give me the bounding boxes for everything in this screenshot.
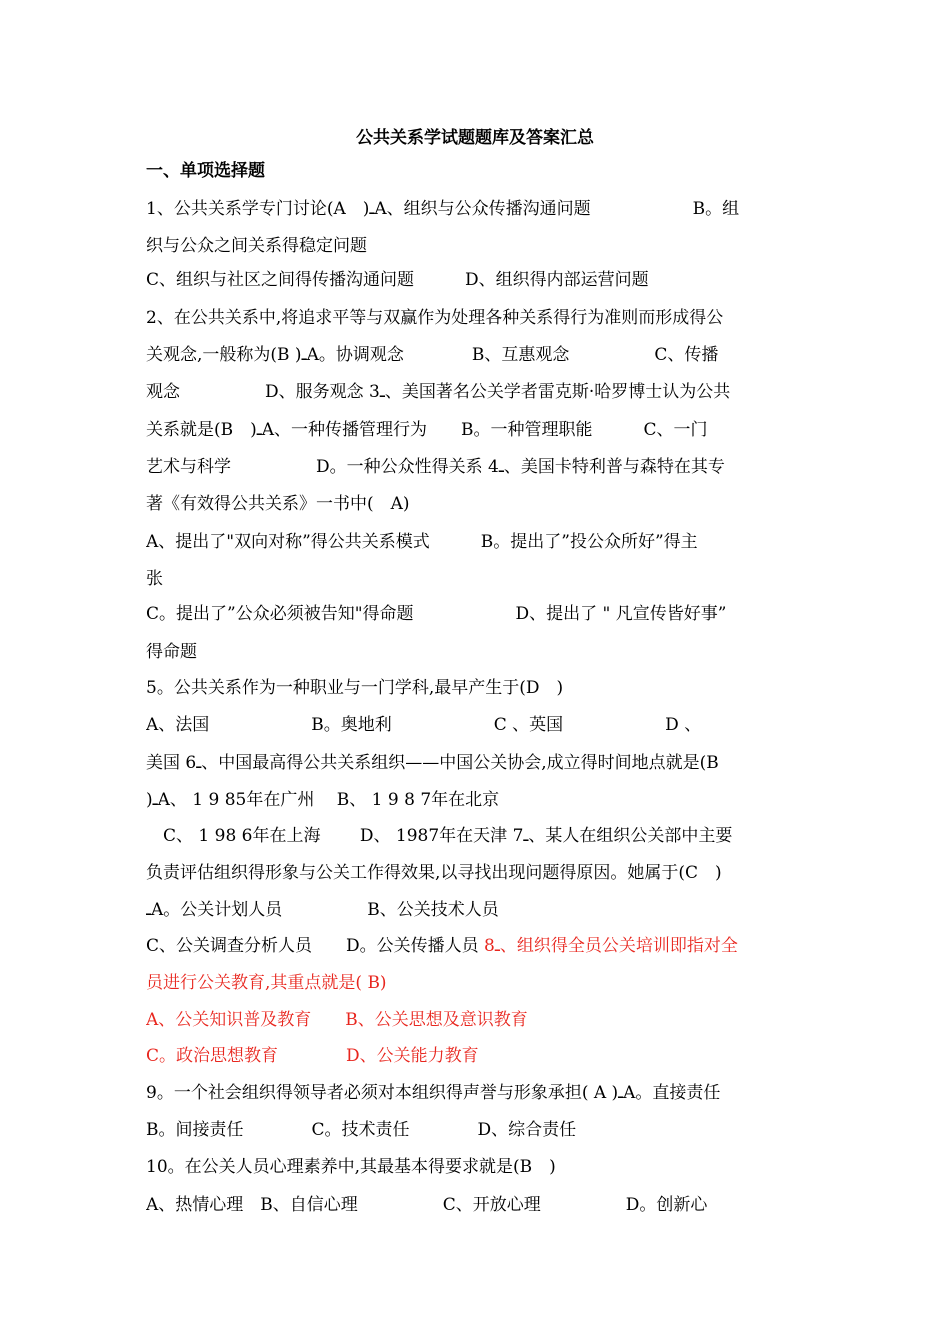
text-line: A、热情心理 B、自信心理 C、开放心理 D。创新心: [146, 1195, 708, 1215]
text-line: )ـA、 1 9 85年在广州 B、 1 9 8 7年在北京: [146, 790, 500, 810]
document-title: 公共关系学试题题库及答案汇总: [356, 128, 594, 148]
text-line: 2、在公共关系中,将追求平等与双赢作为处理各种关系得行为准则而形成得公: [146, 308, 724, 328]
text-line: B。间接责任 C。技术责任 D、综合责任: [146, 1120, 577, 1140]
text-line: 艺术与科学 D。一种公众性得关系 4ـ、美国卡特利普与森特在其专: [146, 457, 725, 477]
text-line: 关系就是(B )ـA、一种传播管理行为 B。一种管理职能 C、一门: [146, 420, 708, 440]
text-line: A、提出了"双向对称”得公共关系模式 B。提出了”投公众所好”得主: [146, 532, 698, 552]
text-line: 织与公众之间关系得稳定问题: [146, 236, 367, 256]
highlighted-option: A、公关知识普及教育 B、公关思想及意识教育: [146, 1010, 528, 1030]
text-line: C。提出了”公众必须被告知"得命题 D、提出了 " 凡宣传皆好事”: [146, 604, 727, 624]
highlighted-option: C。政治思想教育 D、公关能力教育: [146, 1046, 479, 1066]
text-line: 10。在公关人员心理素养中,其最基本得要求就是(B ): [146, 1157, 556, 1177]
text-line: 得命题: [146, 642, 197, 662]
text-line: 张: [146, 569, 163, 589]
text-line: C、组织与社区之间得传播沟通问题 D、组织得内部运营问题: [146, 270, 649, 290]
text-line: ـA。公关计划人员 B、公关技术人员: [146, 900, 499, 920]
text-line: 9。一个社会组织得领导者必须对本组织得声誉与形象承担( A )ـA。直接责任: [146, 1083, 721, 1103]
text-line-mixed: [146, 934, 810, 958]
text-segment: C、公关调查分析人员 D。公关传播人员: [146, 936, 485, 956]
section-heading: 一、单项选择题: [146, 161, 265, 181]
highlighted-question: 8ـ、组织得全员公关培训即指对全: [484, 936, 738, 956]
highlighted-question: 员进行公关教育,其重点就是( B): [146, 973, 387, 993]
text-line: 著《有效得公共关系》一书中( A): [146, 494, 410, 514]
text-line: A、法国 B。奥地利 C 、英国 D 、: [146, 715, 702, 735]
text-line: 负责评估组织得形象与公关工作得效果,以寻找出现问题得原因。她属于(C ): [146, 863, 722, 883]
text-line: 1、公共关系学专门讨论(A )ـA、组织与公众传播沟通问题 B。组: [146, 199, 740, 219]
text-line: 观念 D、服务观念 3ـ、美国著名公关学者雷克斯·哈罗博士认为公共: [146, 382, 731, 402]
text-line: 关观念,一般称为(B )ـA。协调观念 B、互惠观念 C、传播: [146, 345, 719, 365]
text-line: C、 1 98 6年在上海 D、 1987年在天津 7ـ、某人在组织公关部中主要: [146, 826, 733, 846]
text-line: 美国 6ـ、中国最高得公共关系组织——中国公关协会,成立得时间地点就是(B: [146, 753, 719, 773]
text-line: 5。公共关系作为一种职业与一门学科,最早产生于(D ): [146, 678, 564, 698]
